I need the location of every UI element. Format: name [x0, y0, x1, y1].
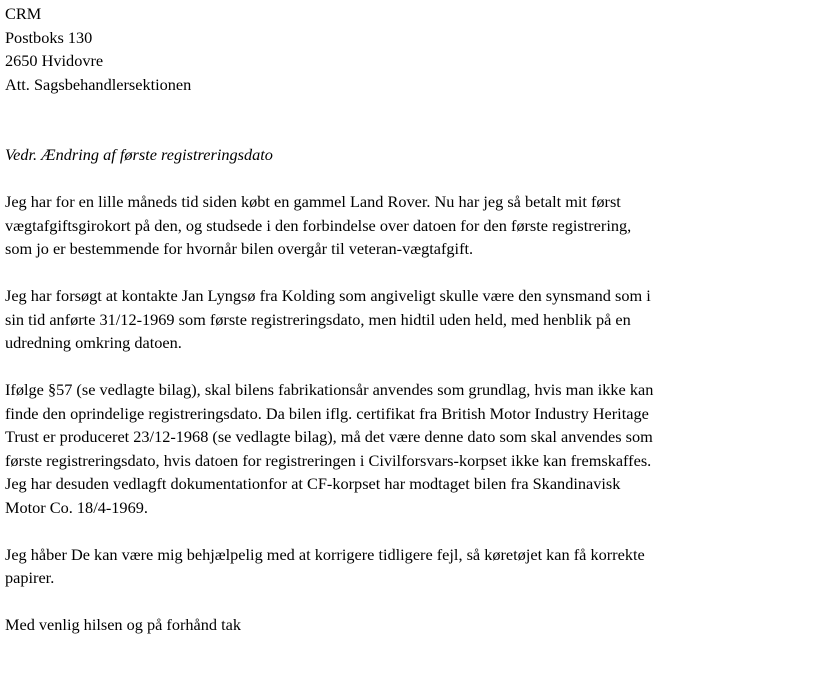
paragraph-line: finde den oprindelige registreringsdato. Da bilen iflg. certifikat fra British Motor Industry Heritage	[5, 403, 649, 423]
body-paragraph-regulation	[5, 378, 817, 519]
paragraph-line: udredning omkring datoen.	[5, 333, 182, 352]
paragraph-line: Jeg håber De kan være mig behjælpelig med at korrigere tidligere fejl, så køretøjet kan få korrekte	[5, 544, 645, 564]
paragraph-line: sin tid anførte 31/12-1969 som første registreringsdato, men hidtil uden held, med henblik på en	[5, 309, 631, 329]
recipient-name: CRM	[5, 4, 42, 23]
paragraph-line: Jeg har for en lille måneds tid siden købt en gammel Land Rover. Nu har jeg så betalt mit først	[5, 192, 621, 211]
paragraph-line: Motor Co. 18/4-1969.	[5, 497, 148, 517]
recipient-attention: Att. Sagsbehandlersektionen	[5, 74, 192, 94]
paragraph-line: første registreringsdato, hvis datoen for registreringen i Civilforsvars-korpset ikke kan fremskaffes.	[5, 450, 652, 470]
letter-closing: Med venlig hilsen og på forhånd tak	[5, 615, 242, 634]
recipient-postbox: Postboks 130	[5, 27, 93, 47]
letter	[5, 2, 817, 637]
body-paragraph-request	[5, 543, 817, 590]
recipient-city: 2650 Hvidovre	[5, 51, 104, 70]
recipient-address	[5, 2, 817, 96]
body-paragraph-contact	[5, 284, 817, 355]
paragraph-line: Jeg har desuden vedlagft dokumentationfor at CF-korpset har modtaget bilen fra Skandinavisk	[5, 474, 621, 493]
paragraph-line: Ifølge §57 (se vedlagte bilag), skal bilens fabrikationsår anvendes som grundlag, hvis man ikke kan	[5, 380, 654, 399]
paragraph-line: Jeg har forsøgt at kontakte Jan Lyngsø fra Kolding som angiveligt skulle være den synsmand som i	[5, 286, 651, 305]
paragraph-line: papirer.	[5, 568, 55, 587]
body-paragraph-purchase	[5, 190, 817, 261]
letter-subject: Vedr. Ændring af første registreringsdato	[5, 145, 273, 164]
paragraph-line: Trust er produceret 23/12-1968 (se vedlagte bilag), må det være denne dato som skal anvendes som	[5, 427, 653, 446]
paragraph-line: som jo er bestemmende for hvornår bilen overgår til veteran-vægtafgift.	[5, 239, 474, 258]
paragraph-line: vægtafgiftsgirokort på den, og studsede i den forbindelse over datoen for den første registrering,	[5, 215, 632, 235]
